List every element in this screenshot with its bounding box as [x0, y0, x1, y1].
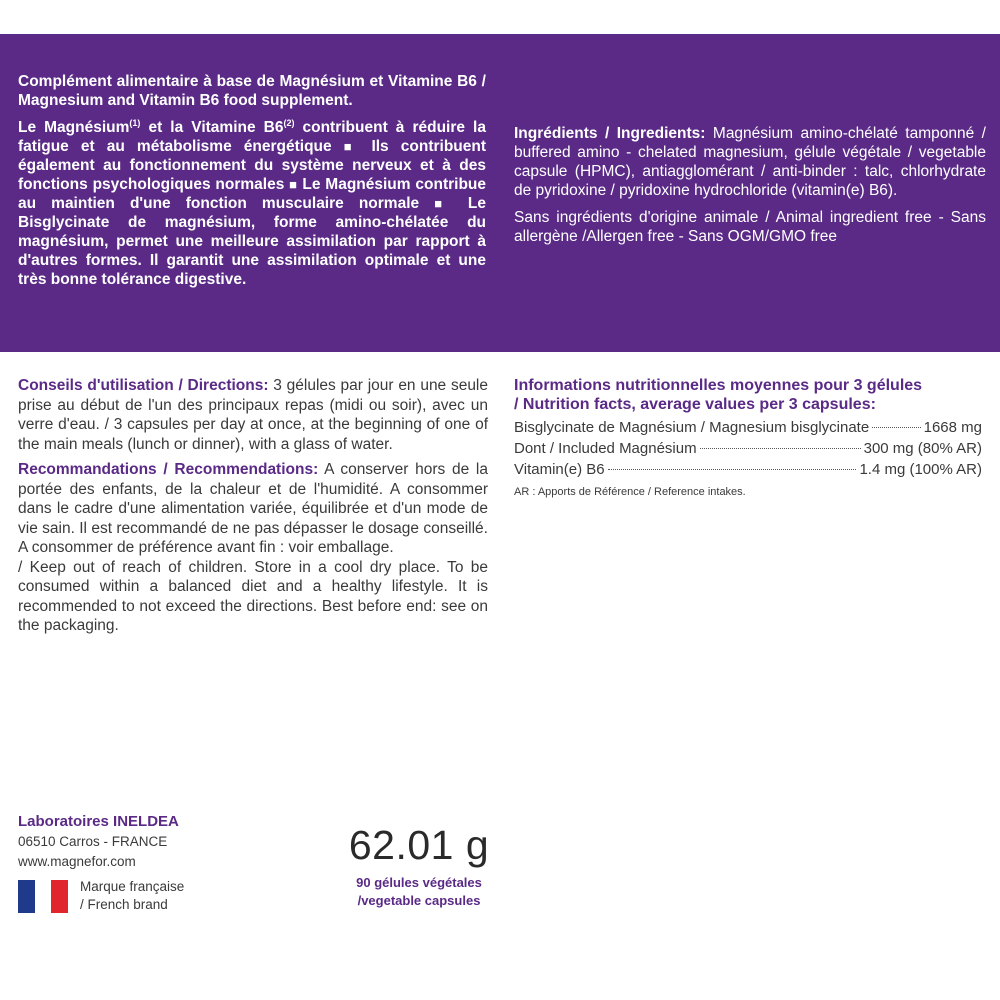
company-website: www.magnefor.com — [18, 854, 136, 869]
leader-dots — [608, 469, 857, 470]
recommendations-english: / Keep out of reach of children. Store in a cool dry place. To be consumed within a balanced diet and a healthy lifestyle. It is recommended to not exceed the directions. Best before end: see on the packaging. — [18, 558, 488, 634]
capsule-count: 90 gélules végétales /vegetable capsules — [356, 875, 482, 908]
recommendations-label: Recommandations / Recommendations: — [18, 461, 319, 478]
nutrition-row — [514, 417, 982, 438]
nutrition-row — [514, 438, 982, 459]
net-weight — [344, 820, 494, 910]
bullet-square-icon: ■ — [289, 177, 298, 192]
french-brand — [18, 880, 278, 914]
bullet-square-icon: ■ — [343, 139, 360, 154]
nutrient-name: Vitamin(e) B6 — [514, 461, 605, 478]
usage-section — [18, 376, 488, 642]
recommendations-text: Recommandations / Recommendations: A conserver hors de la portée des enfants, de la chaleur et de l'humidité. A consommer dans le cadre d'une alimentation variée, équilibrée et d'un mode de vie sain. Il est recommandé de ne pas dépasser le dosage conseillé. A consommer de préférence avant fin : voir emballage. — [18, 461, 488, 556]
nutrition-facts — [514, 376, 982, 498]
leader-dots — [700, 448, 861, 449]
nutrition-title: Informations nutritionnelles moyennes pour 3 gélules / Nutrition facts, average values per 3 capsules: — [514, 377, 923, 413]
ingredients-label: Ingrédients / Ingredients: — [514, 125, 706, 142]
purple-info-band — [0, 34, 1000, 352]
nutrient-value: 1.4 mg (100% AR) — [859, 461, 982, 478]
company-address: 06510 Carros - FRANCE — [18, 834, 168, 849]
french-flag-icon — [18, 880, 68, 913]
leader-dots — [872, 427, 920, 428]
nutrient-name: Bisglycinate de Magnésium / Magnesium bisglycinate — [514, 419, 870, 436]
net-weight-value: 62.01 g — [348, 822, 490, 868]
company-name: Laboratoires INELDEA — [18, 813, 179, 830]
bullet-square-icon: ■ — [434, 196, 453, 211]
directions-label: Conseils d'utilisation / Directions: — [18, 377, 269, 394]
ingredients-section — [514, 124, 986, 254]
brand-origin-text: Marque française / French brand — [80, 879, 185, 912]
nutrient-name: Dont / Included Magnésium — [514, 440, 697, 457]
product-description — [18, 72, 486, 297]
reference-intakes-note: AR : Apports de Référence / Reference intakes. — [514, 486, 746, 498]
manufacturer-info — [18, 812, 278, 914]
nutrient-value: 1668 mg — [923, 419, 982, 436]
free-from-text: Sans ingrédients d'origine animale / Animal ingredient free - Sans allergène /Allergen free - Sans OGM/GMO free — [514, 209, 986, 245]
nutrient-value: 300 mg (80% AR) — [863, 440, 982, 457]
ingredients-text: Ingrédients / Ingredients: Magnésium amino-chélaté tamponné / buffered amino - chelated magnesium, gélule végétale / vegetable capsule (HPMC), antiagglomérant / anti-binder : talc, chlorhydrate de pyridoxine / pyridoxine hydrochloride (vitamin(e) B6). — [514, 125, 986, 199]
nutrition-row — [514, 459, 982, 480]
health-claims: Le Magnésium$^{(1)}$ et la Vitamine B6$^{(2)}$ contribuent à réduire la fatigue et au métabolisme énergétique ■ Ils contribuent également au fonctionnement du système nerveux et à des fonctions psychologiques normales ■ Le Magnésium contribue au maintien d'une fonction musculaire normale ■ Le Bisglycinate de magnésium, forme amino-chélatée du magnésium, permet une meilleure assimilation par rapport à d'autres formes. Il garantit une assimilation optimale et une très bonne tolérance digestive. — [18, 117, 487, 288]
product-intro: Complément alimentaire à base de Magnésium et Vitamine B6 / Magnesium and Vitamin B6 food supplement. — [18, 73, 486, 109]
directions-text: Conseils d'utilisation / Directions: 3 gélules par jour en une seule prise au début de l'un des principaux repas (midi ou soir), avec un verre d'eau. / 3 capsules per day at once, at the beginning of one of the main meals (lunch or dinner), with a glass of water. — [18, 377, 488, 453]
